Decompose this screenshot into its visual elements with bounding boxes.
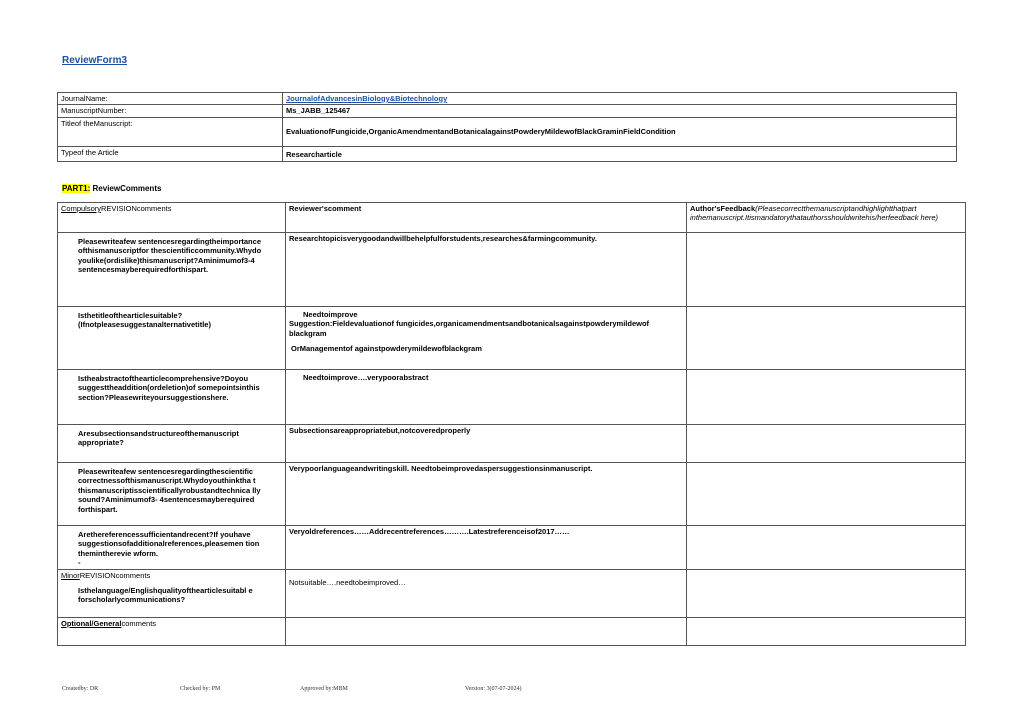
author-feedback-cell[interactable] — [687, 617, 966, 645]
reviewer-answer: Needtoimprove — [303, 310, 358, 319]
manuscript-info-table — [57, 92, 957, 162]
minor-revision-header — [61, 571, 282, 580]
minor-revision-row — [58, 569, 966, 617]
reviewer-answer: Researchtopicisverygoodandwillbehelpfulforstudents,researches&farmingcommunity. — [289, 234, 597, 243]
table-row — [58, 526, 966, 570]
optional-general-label: Optional/General — [61, 618, 122, 628]
footer-created-by: Createdby: DR — [62, 686, 99, 692]
author-feedback-cell[interactable] — [687, 526, 966, 570]
article-type-row — [58, 146, 957, 161]
minor-revision-label: REVISIONcomments — [79, 570, 151, 580]
author-feedback-header — [687, 203, 966, 233]
footer-approved-by: Approved by:MBM — [300, 686, 348, 692]
question-scientific-correctness: Pleasewriteafew sentencesregardingthescientific correctnessofthismanuscript.Whydoyouthinktha t thismanuscriptisscientificallyrobustandtechnica lly sound?Aminimumof3- 4sentencesmayberequired forthispart. — [78, 467, 261, 514]
question-importance: Pleasewriteafew sentencesregardingtheimportance ofthismanuscriptfor thescientificcommunity.Whydo youlike(ordislike)thismanuscript?Aminimumof3-4 sentencesmayberequiredforthispart. — [78, 237, 262, 275]
reviewer-answer-alternative: OrManagementof againstpowderymildewofblackgram — [291, 344, 482, 354]
part1-heading — [62, 184, 161, 193]
title-value: EvaluationofFungicide,OrganicAmendmentandBotanicalagainstPowderyMildewofBlackGraminFieldCondition — [283, 117, 957, 146]
author-feedback-instructions: (Pleasecorrectthemanuscriptandhighlightthatpart inthemanuscript.Itismandatorythatauthorsshouldwritehis/herfeedback here) — [690, 204, 939, 223]
optional-comments-row — [58, 617, 966, 645]
table-row — [58, 425, 966, 463]
article-type-value: Researcharticle — [283, 146, 957, 161]
revision-comments-label: REVISIONcomments — [101, 204, 172, 213]
question-references-dash: - — [78, 558, 81, 568]
journal-label: JournalName: — [58, 93, 283, 105]
minor-label: Minor — [61, 570, 80, 580]
question-title: Isthetitleofthearticlesuitable? (Ifnotpleasesuggestanalternativetitle) — [78, 311, 211, 330]
journal-row — [58, 93, 957, 105]
reviewer-answer-language: Notsuitable….needtobeimproved… — [289, 577, 406, 587]
table-row — [58, 307, 966, 370]
reviewer-answer: Verypoorlanguageandwritingskill. Needtobeimprovedaspersuggestionsinmanuscript. — [289, 464, 593, 473]
author-feedback-cell[interactable] — [687, 463, 966, 526]
table-row — [58, 370, 966, 425]
footer-version: Version: 3(07-07-2024) — [465, 686, 522, 692]
author-feedback-cell[interactable] — [687, 233, 966, 307]
question-references: Arethereferencessufficientandrecent?If youhave suggestionsofadditionalreferences,pleasemen tion themintherevie wform. — [78, 530, 260, 558]
title-label: Titleof theManuscript: — [58, 117, 283, 146]
author-feedback-cell[interactable] — [687, 425, 966, 463]
question-language: Isthelanguage/Englishqualityofthearticlesuitabl e forscholarlycommunications? — [78, 585, 253, 605]
part1-highlight: PART1: — [62, 184, 91, 193]
reviewer-answer: Needtoimprove….verypoorabstract — [303, 373, 429, 382]
reviewer-comment-header: Reviewer'scomment — [289, 204, 362, 213]
header-row — [58, 203, 966, 233]
manuscript-number-value: Ms_JABB_125467 — [283, 105, 957, 117]
reviewer-answer: Veryoldreferences……Addrecentreferences……….Latestreferenceisof2017…… — [289, 527, 570, 536]
part1-label: ReviewComments — [90, 184, 162, 193]
manuscript-number-label: ManuscriptNumber: — [58, 105, 283, 117]
manuscript-number-row — [58, 105, 957, 117]
reviewer-answer-suggestion: Suggestion:Fieldevaluationof fungicides,organicamendmentsandbotanicalsagainstpowderymildewof blackgram — [289, 319, 650, 338]
question-subsections: Aresubsectionsandstructureofthemanuscript appropriate? — [78, 429, 239, 448]
reviewer-answer: Subsectionsareappropriatebut,notcoveredproperly — [289, 426, 471, 435]
review-form-title[interactable]: ReviewForm3 — [62, 55, 128, 66]
author-feedback-cell[interactable] — [687, 370, 966, 425]
compulsory-label: Compulsory — [61, 204, 102, 213]
title-row — [58, 117, 957, 146]
optional-comments-label: comments — [121, 618, 157, 628]
author-feedback-cell[interactable] — [687, 569, 966, 617]
compulsory-header — [58, 203, 286, 233]
table-row — [58, 463, 966, 526]
article-type-label: Typeof the Article — [58, 146, 283, 161]
question-abstract: Istheabstractofthearticlecomprehensive?Doyou suggesttheaddition(ordeletion)of somepointsinthis section?Pleasewriteyoursuggestionshere. — [78, 374, 260, 402]
reviewer-optional-cell[interactable] — [286, 617, 687, 645]
author-feedback-cell[interactable] — [687, 307, 966, 370]
footer-checked-by: Checked by: PM — [180, 686, 221, 692]
journal-link[interactable]: JournalofAdvancesinBiology&Biotechnology — [286, 94, 448, 103]
author-feedback-label: Author'sFeedback — [690, 204, 756, 213]
table-row — [58, 233, 966, 307]
review-comments-table — [57, 202, 966, 646]
